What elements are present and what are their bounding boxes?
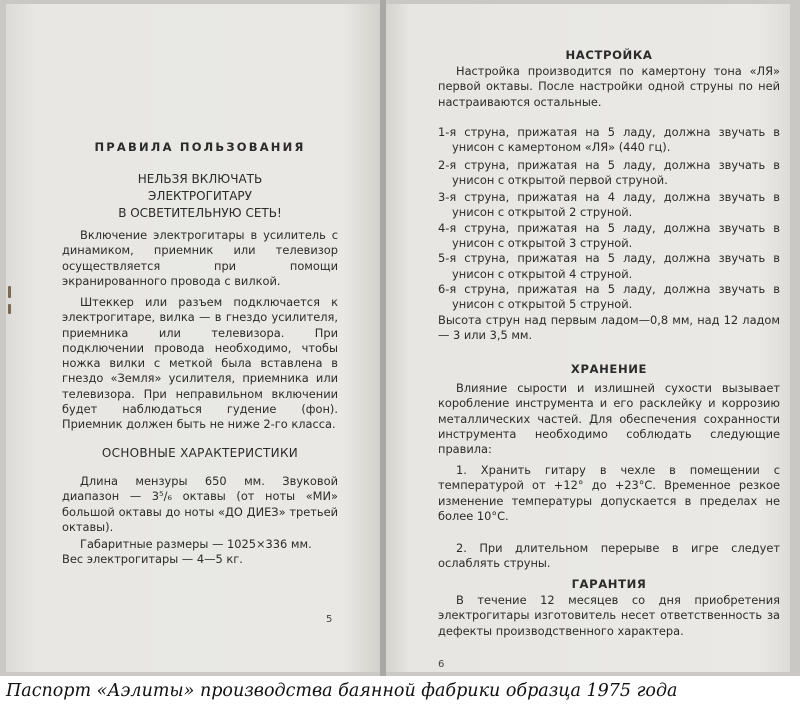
- storage-intro: Влияние сырости и излишней сухости вызывает коробление инструмента и его расклейку и коррозию металлических частей. Для обеспечения сохранности инструмента необходимо соблюдать следующие правила:: [438, 381, 780, 457]
- warning-line: ЭЛЕКТРОГИТАРУ: [148, 189, 252, 203]
- storage-title: ХРАНЕНИЕ: [570, 362, 648, 376]
- string-height: Высота струн над первым ладом—0,8 мм, над 12 ладом — 3 или 3,5 мм.: [438, 312, 780, 342]
- tuning-item: 3-я струна, прижатая на 4 ладу, должна звучать в унисон с открытой 2 струной.: [438, 190, 780, 220]
- storage-rule-1: 1. Хранить гитару в чехле в помещении с температурой от +12° до +23°С. Временное резкое изменение температуры допускается в пределах не более 10°С.: [438, 463, 780, 523]
- staple-mark: [8, 304, 11, 314]
- right-page: [386, 4, 790, 672]
- plug-paragraph: Штеккер или разъем подключается к электрогитаре, вилка — в гнездо усилителя, приемника или телевизора. При подключении провода необходимо, чтобы ножка вилки с меткой была вставлена в гнездо «Земля» усилителя, приемника или телевизора. При неправильном включении будет наблюдаться гудение (фон). Приемник должен быть не ниже 2-го класса.: [62, 295, 338, 432]
- tuning-intro: Настройка производится по камертону тона «ЛЯ» первой октавы. После настройки одной струны по ней настраиваются остальные.: [438, 64, 780, 109]
- rules-title: ПРАВИЛА ПОЛЬЗОВАНИЯ: [94, 140, 306, 154]
- tuning-item: 6-я струна, прижатая на 5 ладу, должна звучать в унисон с открытой 5 струной.: [438, 281, 780, 312]
- left-page: [6, 4, 380, 672]
- tuning-item: 1-я струна, прижатая на 5 ладу, должна звучать в унисон с камертоном «ЛЯ» (440 гц).: [438, 125, 780, 155]
- tuning-item: 2-я струна, прижатая на 5 ладу, должна звучать в унисон с открытой первой струной.: [438, 157, 780, 187]
- warning-block: [62, 171, 338, 222]
- tuning-list: [438, 125, 780, 343]
- photo-caption: Паспорт «Аэлиты» производства баянной фабрики образца 1975 года: [6, 681, 678, 701]
- spec-scale-range: Длина мензуры 650 мм. Звуковой диапазон — 3⁵/₆ октавы (от ноты «МИ» большой октавы до ноты «ДО ДИЕЗ» третьей октавы).: [62, 474, 338, 534]
- warning-line: В ОСВЕТИТЕЛЬНУЮ СЕТЬ!: [118, 206, 282, 220]
- connection-paragraph: Включение электрогитары в усилитель с динамиком, приемник или телевизор осуществляется при помощи экранированного провода с вилкой.: [62, 228, 338, 288]
- tuning-title: НАСТРОЙКА: [565, 48, 653, 62]
- staple-mark: [8, 286, 11, 298]
- spec-weight: Вес электрогитары — 4—5 кг.: [62, 552, 243, 566]
- warranty-text: В течение 12 месяцев со дня приобретения электрогитары изготовитель несет ответственность за дефекты производственного характера.: [438, 593, 780, 638]
- tuning-item: 4-я струна, прижатая на 5 ладу, должна звучать в унисон с открытой 3 струной.: [438, 220, 780, 251]
- page-number: 5: [326, 614, 333, 625]
- specs-title: ОСНОВНЫЕ ХАРАКТЕРИСТИКИ: [101, 446, 299, 460]
- storage-rule-2: 2. При длительном перерыве в игре следует ослаблять струны.: [438, 541, 780, 571]
- warranty-title: ГАРАНТИЯ: [571, 577, 647, 591]
- spec-dimensions: Габаритные размеры — 1025×336 мм.: [80, 537, 312, 551]
- page-number: 6: [438, 659, 445, 670]
- tuning-item: 5-я струна, прижатая на 5 ладу, должна звучать в унисон с открытой 4 струной.: [438, 251, 780, 281]
- warning-line: НЕЛЬЗЯ ВКЛЮЧАТЬ: [137, 172, 263, 186]
